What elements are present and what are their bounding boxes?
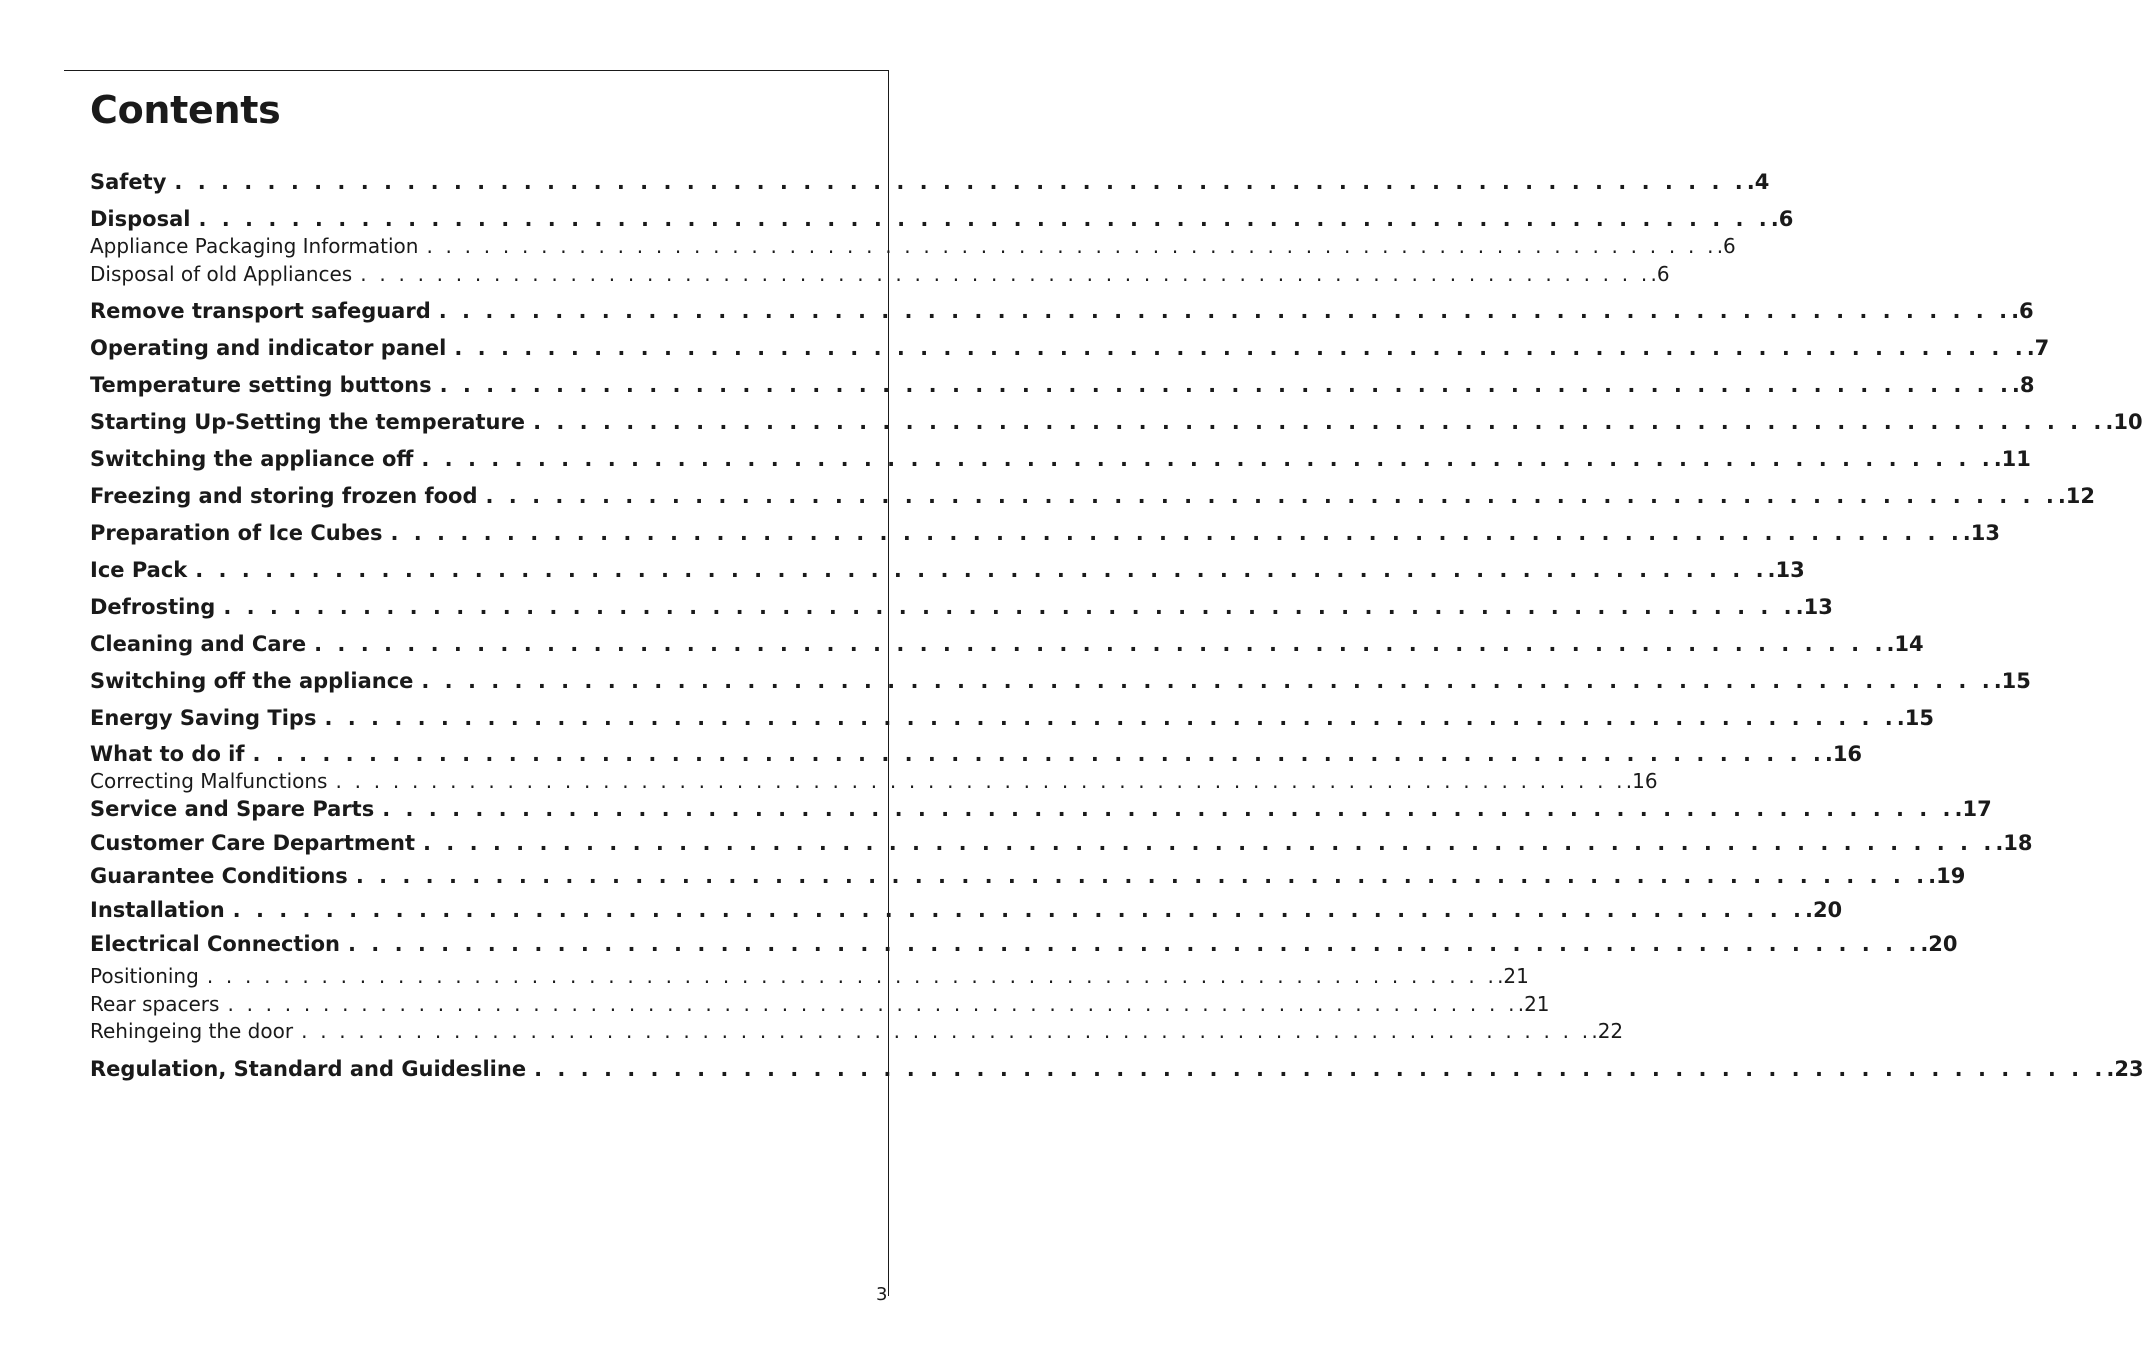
dot-leader: . . . . . . . . . . . . . . . . . . . . . . . . . . . . . . . . . . . . . . . . . . . . . . . . . . . . . . . . . . . . . . . . . . . . xyxy=(421,669,1994,693)
dot-leader: . . . . . . . . . . . . . . . . . . . . . . . . . . . . . . . . . . . . . . . . . . . . . . . . . . . . . . . . . . . . . . . . . . . . xyxy=(439,373,2012,397)
toc-entry[interactable] xyxy=(90,371,2035,399)
toc-entry-label: Remove transport safeguard xyxy=(90,299,431,323)
dot-leader: . . . . . . . . . . . . . . . . . . . . . . . . . . . . . . . . . . . . . . . . . . . . . . . . . . . . . . . . . . . . . . . . . . . . xyxy=(314,632,1887,656)
toc-subentry[interactable] xyxy=(90,963,1529,989)
dot-leader: . . . . . . . . . . . . . . . . . . . . . . . . . . . . . . . . . . . . . . . . . . . . . . . . . . . . . . . . . . . . . . . . . . . . xyxy=(390,521,1963,545)
dot-leader: . . . . . . . . . . . . . . . . . . . . . . . . . . . . . . . . . . . . . . . . . . . . . . . . . . . . . . . . . . . . . . . . . . . . xyxy=(426,234,1717,258)
toc-entry-page: .23 xyxy=(2106,1057,2144,1081)
dot-leader: . . . . . . . . . . . . . . . . . . . . . . . . . . . . . . . . . . . . . . . . . . . . . . . . . . . . . . . . . . . . . . . . . . . . xyxy=(382,797,1955,821)
toc-entry[interactable] xyxy=(90,445,2031,473)
dot-leader: . . . . . . . . . . . . . . . . . . . . . . . . . . . . . . . . . . . . . . . . . . . . . . . . . . . . . . . . . . . . . . . . . . . . xyxy=(348,932,1921,956)
toc-entry[interactable] xyxy=(90,667,2031,695)
toc-entry-label: Correcting Malfunctions xyxy=(90,769,328,793)
toc-entry[interactable] xyxy=(90,930,1958,958)
toc-entry-label: Positioning xyxy=(90,964,199,988)
page-title: Contents xyxy=(90,88,281,132)
toc-subentry[interactable] xyxy=(90,233,1736,259)
toc-entry[interactable] xyxy=(90,740,1863,768)
toc-entry-page: .10 xyxy=(2105,410,2143,434)
dot-leader: . . . . . . . . . . . . . . . . . . . . . . . . . . . . . . . . . . . . . . . . . . . . . . . . . . . . . . . . . . . . . . . . . . . . xyxy=(438,299,2012,323)
toc-entry-label: Switching off the appliance xyxy=(90,669,414,693)
toc-entry-label: Safety xyxy=(90,170,167,194)
toc-subentry[interactable] xyxy=(90,261,1670,287)
toc-entry-page: .16 xyxy=(1625,769,1658,793)
toc-entry-label: Energy Saving Tips xyxy=(90,706,317,730)
dot-leader: . . . . . . . . . . . . . . . . . . . . . . . . . . . . . . . . . . . . . . . . . . . . . . . . . . . . . . . . . . . . . . . . . . . . xyxy=(360,262,1651,286)
toc-subentry[interactable] xyxy=(90,991,1550,1017)
toc-entry-label: Regulation, Standard and Guidesline xyxy=(90,1057,527,1081)
toc-entry-page: .14 xyxy=(1886,632,1924,656)
dot-leader: . . . . . . . . . . . . . . . . . . . . . . . . . . . . . . . . . . . . . . . . . . . . . . . . . . . . . . . . . . . . . . . . . . . . xyxy=(454,336,2027,360)
toc-entry-page: .6 xyxy=(1650,262,1670,286)
toc-entry-label: Electrical Connection xyxy=(90,932,341,956)
toc-entry-page: .11 xyxy=(1993,447,2031,471)
toc-entry-page: .6 xyxy=(1770,207,1794,231)
dot-leader: . . . . . . . . . . . . . . . . . . . . . . . . . . . . . . . . . . . . . . . . . . . . . . . . . . . . . . . . . . . . . . . . . . . . xyxy=(335,769,1626,793)
toc-entry-label: Guarantee Conditions xyxy=(90,864,348,888)
toc-entry-page: .22 xyxy=(1591,1019,1624,1043)
dot-leader: . . . . . . . . . . . . . . . . . . . . . . . . . . . . . . . . . . . . . . . . . . . . . . . . . . . . . . . . . . . . . . . . . . . . xyxy=(533,410,2106,434)
toc-entry-page: .7 xyxy=(2026,336,2050,360)
dot-leader: . . . . . . . . . . . . . . . . . . . . . . . . . . . . . . . . . . . . . . . . . . . . . . . . . . . . . . . . . . . . . . . . . . . . xyxy=(534,1057,2107,1081)
toc-entry[interactable] xyxy=(90,704,1934,732)
toc-entry-page: .4 xyxy=(1746,170,1770,194)
dot-leader: . . . . . . . . . . . . . . . . . . . . . . . . . . . . . . . . . . . . . . . . . . . . . . . . . . . . . . . . . . . . . . . . . . . . xyxy=(355,864,1929,888)
toc-entry-label: Temperature setting buttons xyxy=(90,373,432,397)
toc-entry-label: Cleaning and Care xyxy=(90,632,307,656)
toc-entry-page: .21 xyxy=(1497,964,1529,988)
dot-leader: . . . . . . . . . . . . . . . . . . . . . . . . . . . . . . . . . . . . . . . . . . . . . . . . . . . . . . . . . . . . . . . . . . . . xyxy=(227,992,1518,1016)
dot-leader: . . . . . . . . . . . . . . . . . . . . . . . . . . . . . . . . . . . . . . . . . . . . . . . . . . . . . . . . . . . . . . . . . . . . xyxy=(198,207,1771,231)
top-rule xyxy=(64,70,889,71)
toc-entry[interactable] xyxy=(90,862,1966,890)
toc-entry-label: What to do if xyxy=(90,742,245,766)
toc-entry[interactable] xyxy=(90,829,2033,857)
toc-entry-label: Disposal of old Appliances xyxy=(90,262,353,286)
toc-entry-page: .13 xyxy=(1767,558,1805,582)
dot-leader: . . . . . . . . . . . . . . . . . . . . . . . . . . . . . . . . . . . . . . . . . . . . . . . . . . . . . . . . . . . . . . . . . . . . xyxy=(195,558,1768,582)
toc-entry-label: Customer Care Department xyxy=(90,831,415,855)
toc-entry-label: Operating and indicator panel xyxy=(90,336,447,360)
toc-subentry[interactable] xyxy=(90,768,1658,794)
toc-entry-label: Rehingeing the door xyxy=(90,1019,294,1043)
toc-entry-page: .13 xyxy=(1795,595,1833,619)
toc-entry-label: Installation xyxy=(90,898,225,922)
toc-entry-label: Ice Pack xyxy=(90,558,188,582)
toc-entry[interactable] xyxy=(90,408,2143,436)
toc-entry-page: .6 xyxy=(1716,234,1736,258)
toc-entry-label: Appliance Packaging Information xyxy=(90,234,419,258)
dot-leader: . . . . . . . . . . . . . . . . . . . . . . . . . . . . . . . . . . . . . . . . . . . . . . . . . . . . . . . . . . . . . . . . . . . . xyxy=(301,1019,1592,1043)
toc-entry-label: Rear spacers xyxy=(90,992,220,1016)
dot-leader: . . . . . . . . . . . . . . . . . . . . . . . . . . . . . . . . . . . . . . . . . . . . . . . . . . . . . . . . . . . . . . . . . . . . xyxy=(421,447,1994,471)
toc-entry-label: Freezing and storing frozen food xyxy=(90,484,478,508)
toc-entry-page: .12 xyxy=(2057,484,2096,508)
toc-entry-page: .16 xyxy=(1824,742,1863,766)
toc-entry[interactable] xyxy=(90,297,2034,325)
dot-leader: . . . . . . . . . . . . . . . . . . . . . . . . . . . . . . . . . . . . . . . . . . . . . . . . . . . . . . . . . . . . . . . . . . . . xyxy=(324,706,1897,730)
toc-entry-label: Preparation of Ice Cubes xyxy=(90,521,383,545)
toc-entry-label: Service and Spare Parts xyxy=(90,797,375,821)
toc-entry[interactable] xyxy=(90,1055,2144,1083)
toc-entry-label: Switching the appliance off xyxy=(90,447,414,471)
toc-entry-page: .17 xyxy=(1954,797,1992,821)
dot-leader: . . . . . . . . . . . . . . . . . . . . . . . . . . . . . . . . . . . . . . . . . . . . . . . . . . . . . . . . . . . . . . . . . . . . xyxy=(232,898,1805,922)
toc-entry-page: .6 xyxy=(2011,299,2034,323)
dot-leader: . . . . . . . . . . . . . . . . . . . . . . . . . . . . . . . . . . . . . . . . . . . . . . . . . . . . . . . . . . . . . . . . . . . . xyxy=(423,831,1996,855)
toc-entry-page: .15 xyxy=(1896,706,1934,730)
dot-leader: . . . . . . . . . . . . . . . . . . . . . . . . . . . . . . . . . . . . . . . . . . . . . . . . . . . . . . . . . . . . . . . . . . . . xyxy=(252,742,1825,766)
toc-entry-page: .20 xyxy=(1804,898,1843,922)
dot-leader: . . . . . . . . . . . . . . . . . . . . . . . . . . . . . . . . . . . . . . . . . . . . . . . . . . . . . . . . . . . . . . . . . . . . xyxy=(223,595,1796,619)
toc-entry-page: .13 xyxy=(1962,521,2000,545)
toc-entry[interactable] xyxy=(90,795,1992,823)
toc-entry-page: .8 xyxy=(2011,373,2035,397)
toc-entry[interactable] xyxy=(90,168,1770,196)
dot-leader: . . . . . . . . . . . . . . . . . . . . . . . . . . . . . . . . . . . . . . . . . . . . . . . . . . . . . . . . . . . . . . . . . . . . xyxy=(174,170,1747,194)
toc-entry[interactable] xyxy=(90,896,1843,924)
toc-entry-label: Defrosting xyxy=(90,595,216,619)
toc-entry-page: .19 xyxy=(1928,864,1966,888)
toc-entry-label: Starting Up-Setting the temperature xyxy=(90,410,526,434)
toc-entry[interactable] xyxy=(90,593,1833,621)
toc-entry[interactable] xyxy=(90,482,2096,510)
toc-entry-page: .15 xyxy=(1993,669,2031,693)
toc-entry-label: Disposal xyxy=(90,207,191,231)
toc-entry[interactable] xyxy=(90,630,1924,658)
toc-subentry[interactable] xyxy=(90,1018,1624,1044)
dot-leader: . . . . . . . . . . . . . . . . . . . . . . . . . . . . . . . . . . . . . . . . . . . . . . . . . . . . . . . . . . . . . . . . . . . . xyxy=(206,964,1498,988)
dot-leader: . . . . . . . . . . . . . . . . . . . . . . . . . . . . . . . . . . . . . . . . . . . . . . . . . . . . . . . . . . . . . . . . . . . . xyxy=(485,484,2058,508)
toc-entry[interactable] xyxy=(90,556,1805,584)
toc-entry-page: .20 xyxy=(1920,932,1958,956)
toc-entry-page: .18 xyxy=(1995,831,2033,855)
toc-entry-page: .21 xyxy=(1517,992,1550,1016)
toc-entry[interactable] xyxy=(90,334,2050,362)
toc-entry[interactable] xyxy=(90,205,1794,233)
toc-entry[interactable] xyxy=(90,519,2000,547)
page-number: 3 xyxy=(876,1284,888,1305)
